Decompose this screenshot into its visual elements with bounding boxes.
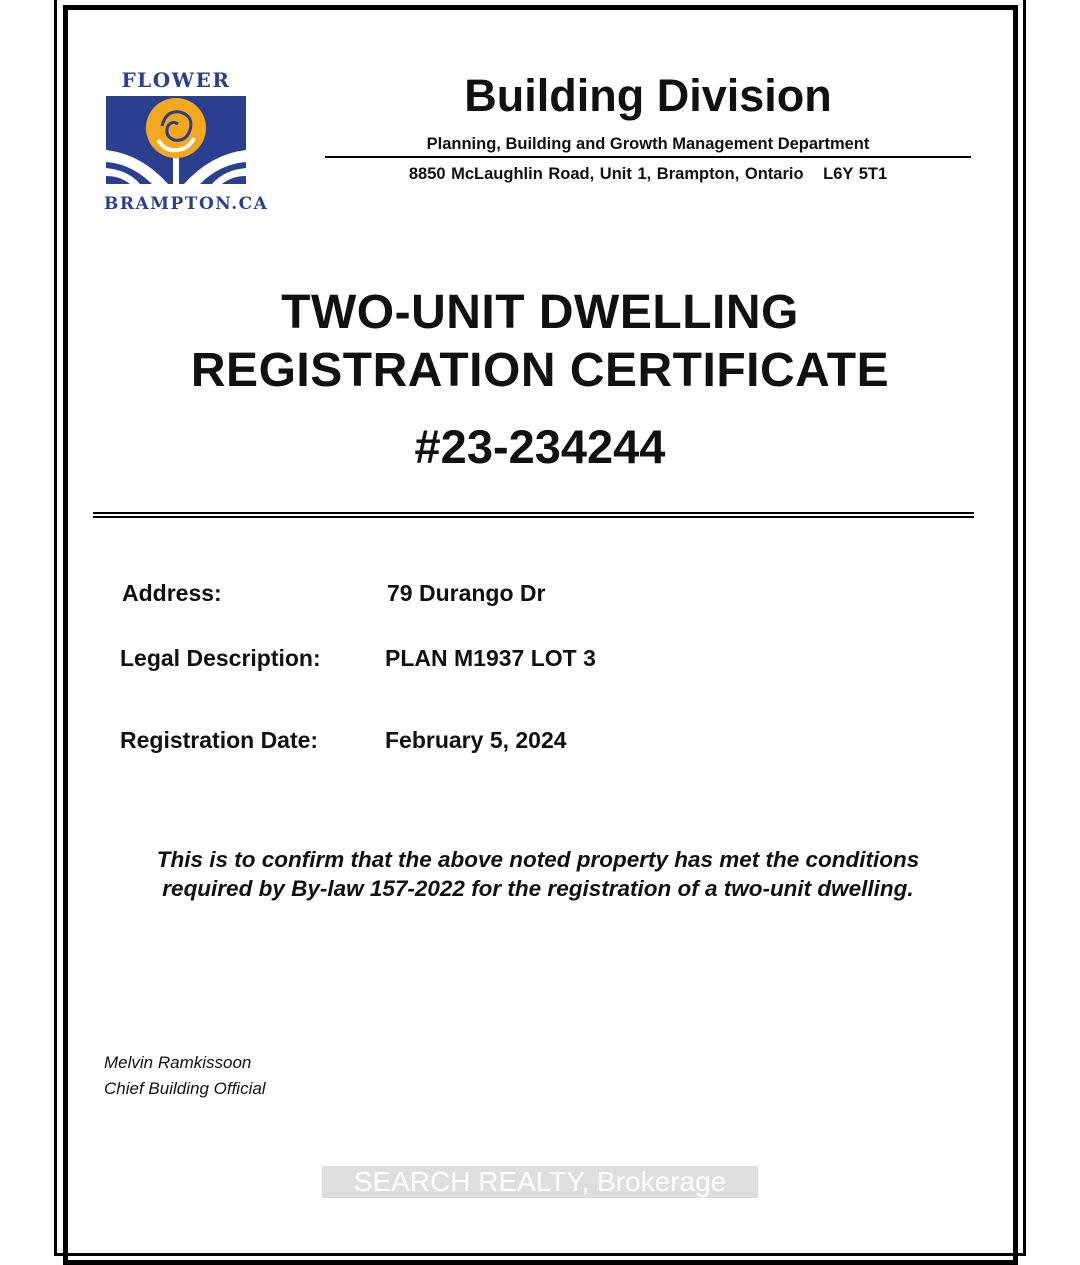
address-value: 79 Durango Dr <box>387 580 546 606</box>
certificate-title-line-1: TWO-UNIT DWELLING <box>281 286 799 339</box>
brokerage-watermark: SEARCH REALTY, Brokerage <box>322 1166 758 1198</box>
logo-bottom-text: BRAMPTON.CA <box>104 194 269 214</box>
title-divider-upper <box>93 512 974 514</box>
certificate-title <box>80 284 1000 400</box>
confirmation-line-1: This is to confirm that the above noted property has met the conditions <box>156 847 920 872</box>
signatory-title: Chief Building Official <box>104 1079 266 1098</box>
department-name: Planning, Building and Growth Management Department <box>426 135 870 153</box>
division-title: Building Division <box>464 70 832 121</box>
registration-date-label: Registration Date: <box>120 727 319 753</box>
office-postal-code: L6Y 5T1 <box>823 165 888 183</box>
address-label: Address: <box>122 580 222 606</box>
confirmation-statement <box>108 845 968 903</box>
signatory-name: Melvin Ramkissoon <box>104 1053 252 1072</box>
office-street-address: 8850 McLaughlin Road, Unit 1, Brampton, Ontario <box>408 165 804 183</box>
confirmation-line-2: required by By-law 157-2022 for the registration of a two-unit dwelling. <box>162 876 914 901</box>
title-divider-lower <box>93 516 974 518</box>
header-divider <box>325 156 971 158</box>
certificate-number: #23-234244 <box>414 420 666 473</box>
flower-city-rose-icon <box>106 96 246 184</box>
legal-description-value: PLAN M1937 LOT 3 <box>385 645 596 671</box>
office-address <box>325 165 971 184</box>
registration-date-value: February 5, 2024 <box>385 727 567 753</box>
legal-description-label: Legal Description: <box>120 645 321 671</box>
brampton-logo <box>104 68 269 214</box>
certificate-title-line-2: REGISTRATION CERTIFICATE <box>190 344 890 397</box>
logo-top-text: FLOWER <box>121 68 231 92</box>
